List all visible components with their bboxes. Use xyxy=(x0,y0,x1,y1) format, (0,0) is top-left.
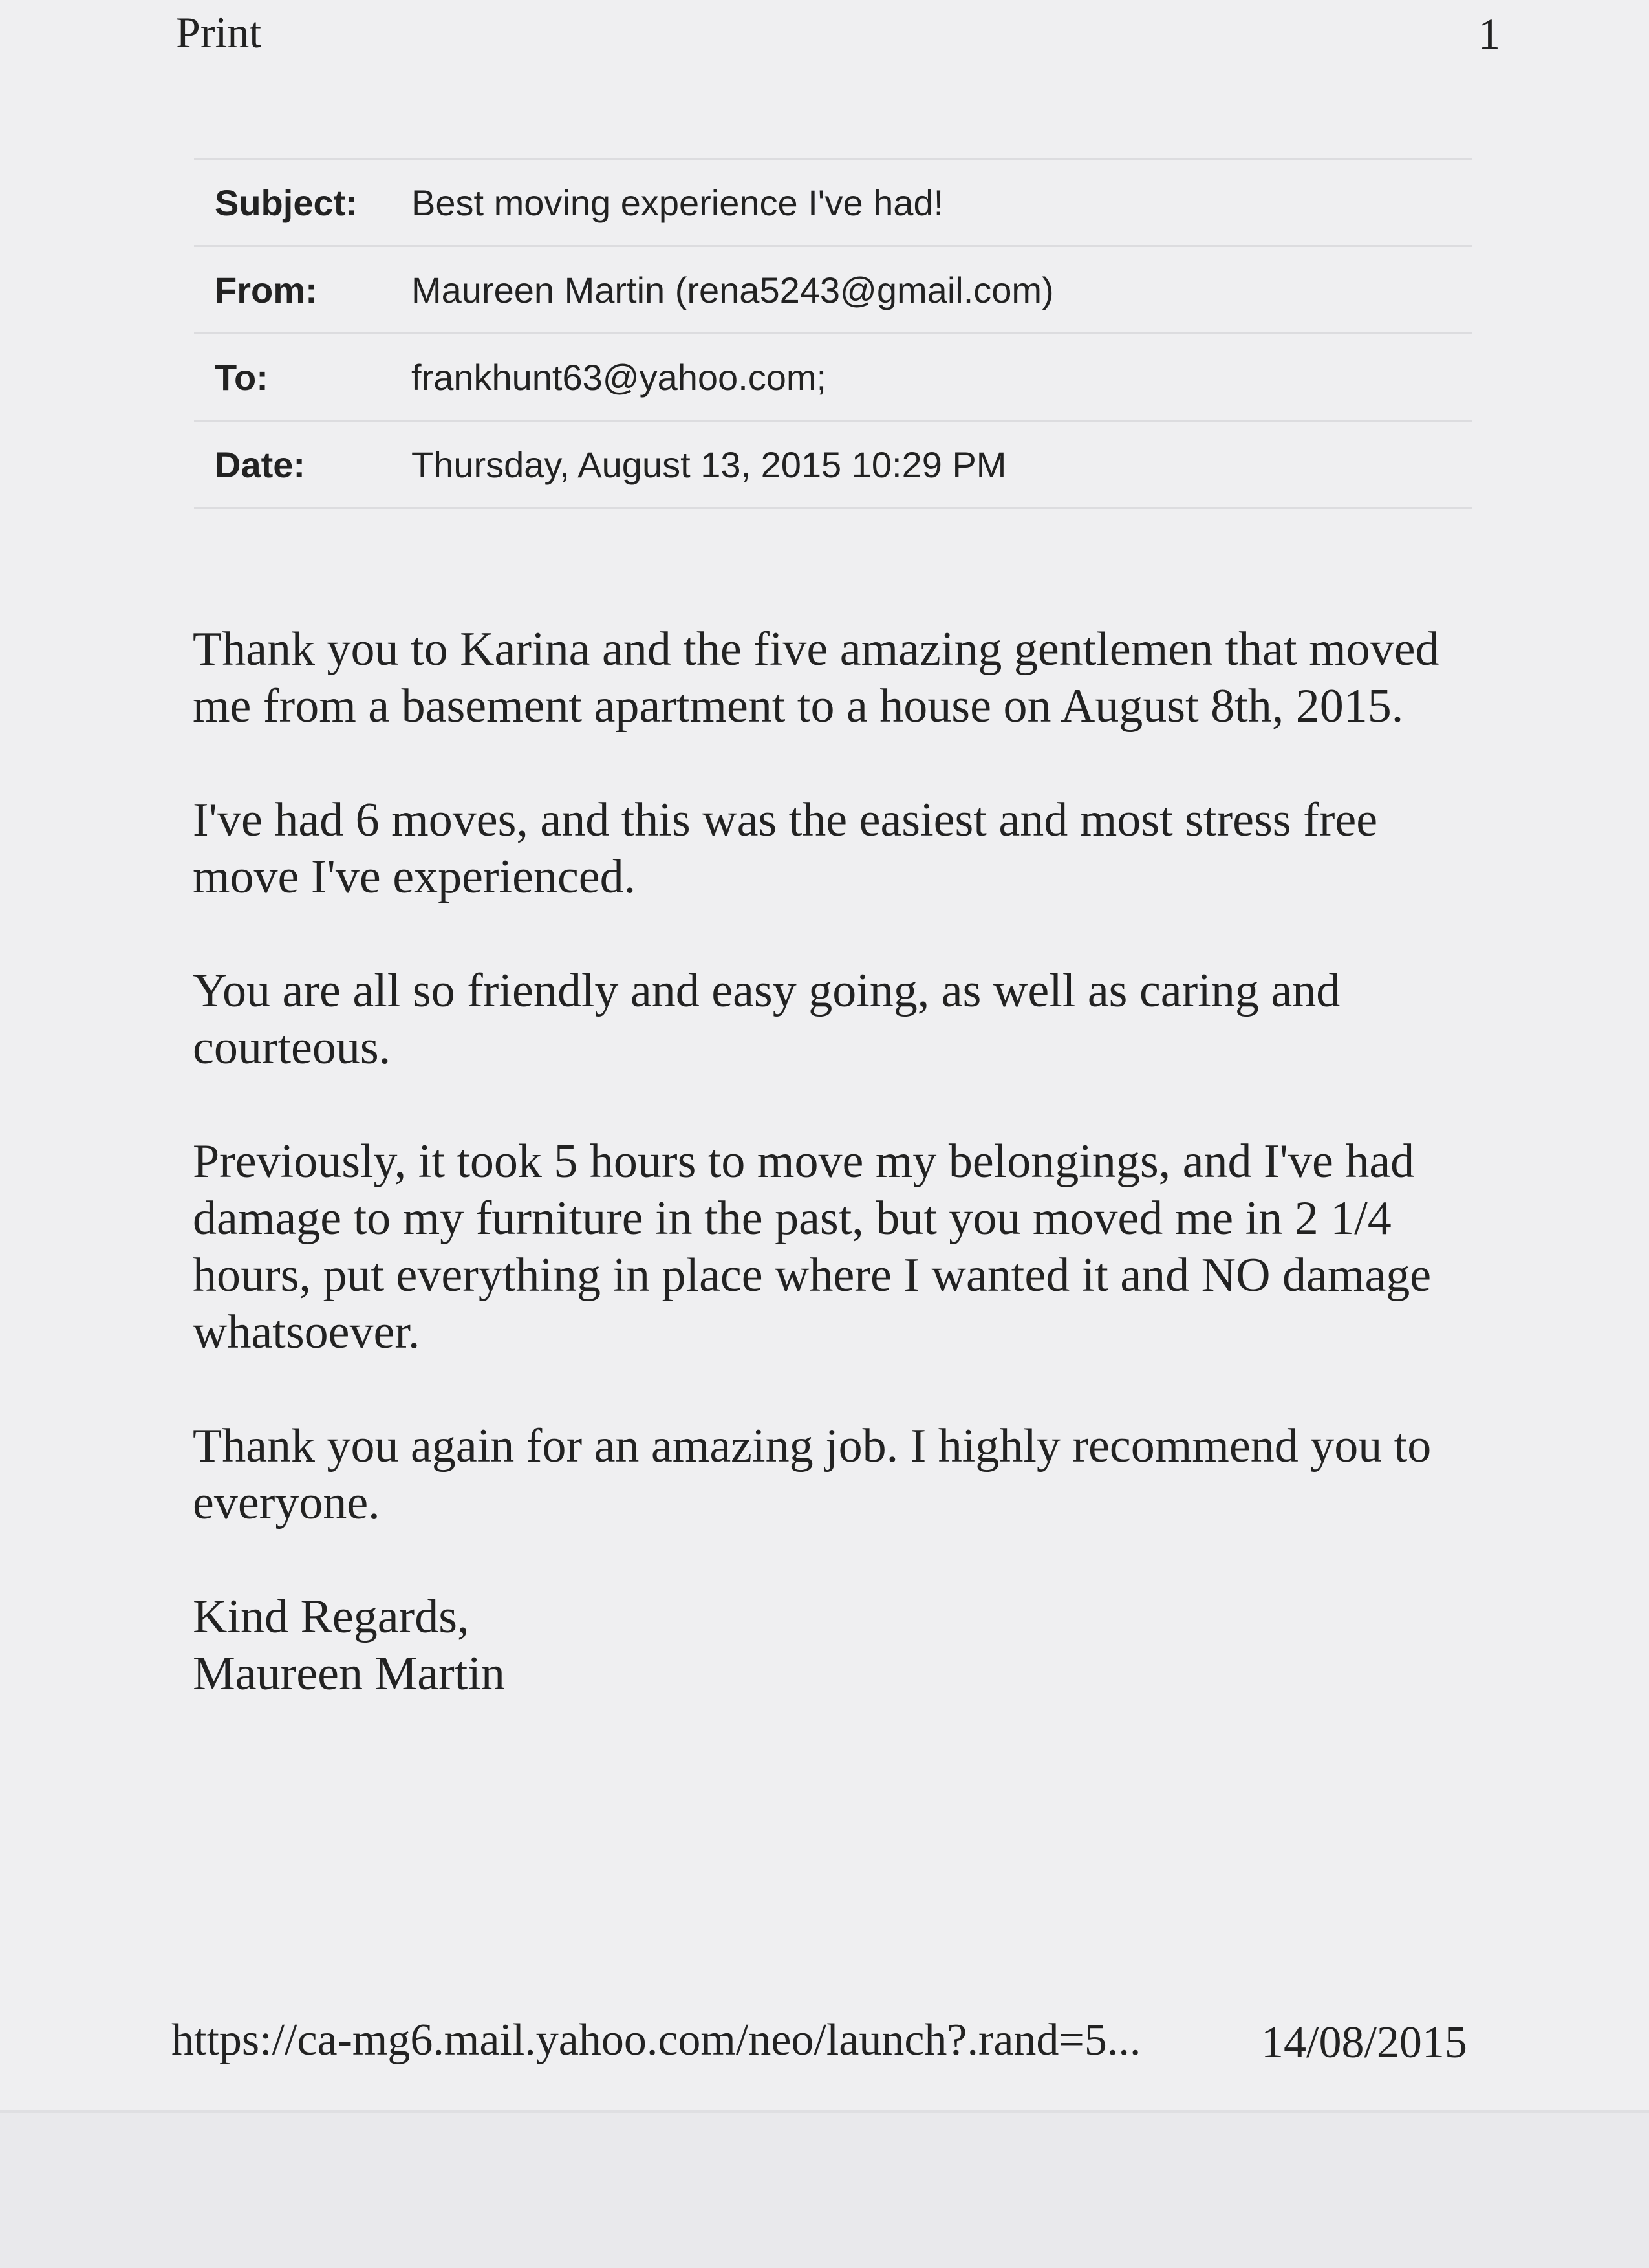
closing-line: Kind Regards, xyxy=(193,1590,469,1643)
from-row xyxy=(194,247,1472,334)
body-paragraph: Thank you again for an amazing job. I highly recommend you to everyone. xyxy=(193,1420,1432,1529)
to-row xyxy=(194,334,1472,422)
signature-name: Maureen Martin xyxy=(193,1647,505,1700)
footer-url: https://ca-mg6.mail.yahoo.com/neo/launch?.rand=5... xyxy=(171,2015,1141,2065)
email-header-table xyxy=(194,158,1472,509)
to-label: To: xyxy=(215,356,268,398)
body-paragraph: I've had 6 moves, and this was the easiest and most stress free move I've experienced. xyxy=(193,794,1378,903)
date-value: Thursday, August 13, 2015 10:29 PM xyxy=(411,444,1007,485)
body-paragraph: Thank you to Karina and the five amazing gentlemen that moved me from a basement apartment to a house on August 8th, 2015. xyxy=(193,623,1439,733)
date-row xyxy=(194,422,1472,509)
date-label: Date: xyxy=(215,444,306,485)
subject-row xyxy=(194,160,1472,247)
email-body xyxy=(193,621,1493,1702)
subject-value: Best moving experience I've had! xyxy=(411,182,944,223)
print-header-title: Print xyxy=(176,8,262,57)
body-paragraph: Previously, it took 5 hours to move my belongings, and I've had damage to my furniture in the past, but you moved me in 2 1/4 hours, put everything in place where I wanted it and NO damage whatsoever. xyxy=(193,1135,1432,1359)
from-label: From: xyxy=(215,269,318,310)
from-value: Maureen Martin (rena5243@gmail.com) xyxy=(411,269,1054,310)
footer-date: 14/08/2015 xyxy=(1261,2018,1467,2068)
body-paragraph: You are all so friendly and easy going, as well as caring and courteous. xyxy=(193,964,1341,1074)
to-value: frankhunt63@yahoo.com; xyxy=(411,356,827,398)
subject-label: Subject: xyxy=(215,182,358,223)
page-number: 1 xyxy=(1478,9,1500,58)
page-edge-divider xyxy=(0,2110,1649,2113)
